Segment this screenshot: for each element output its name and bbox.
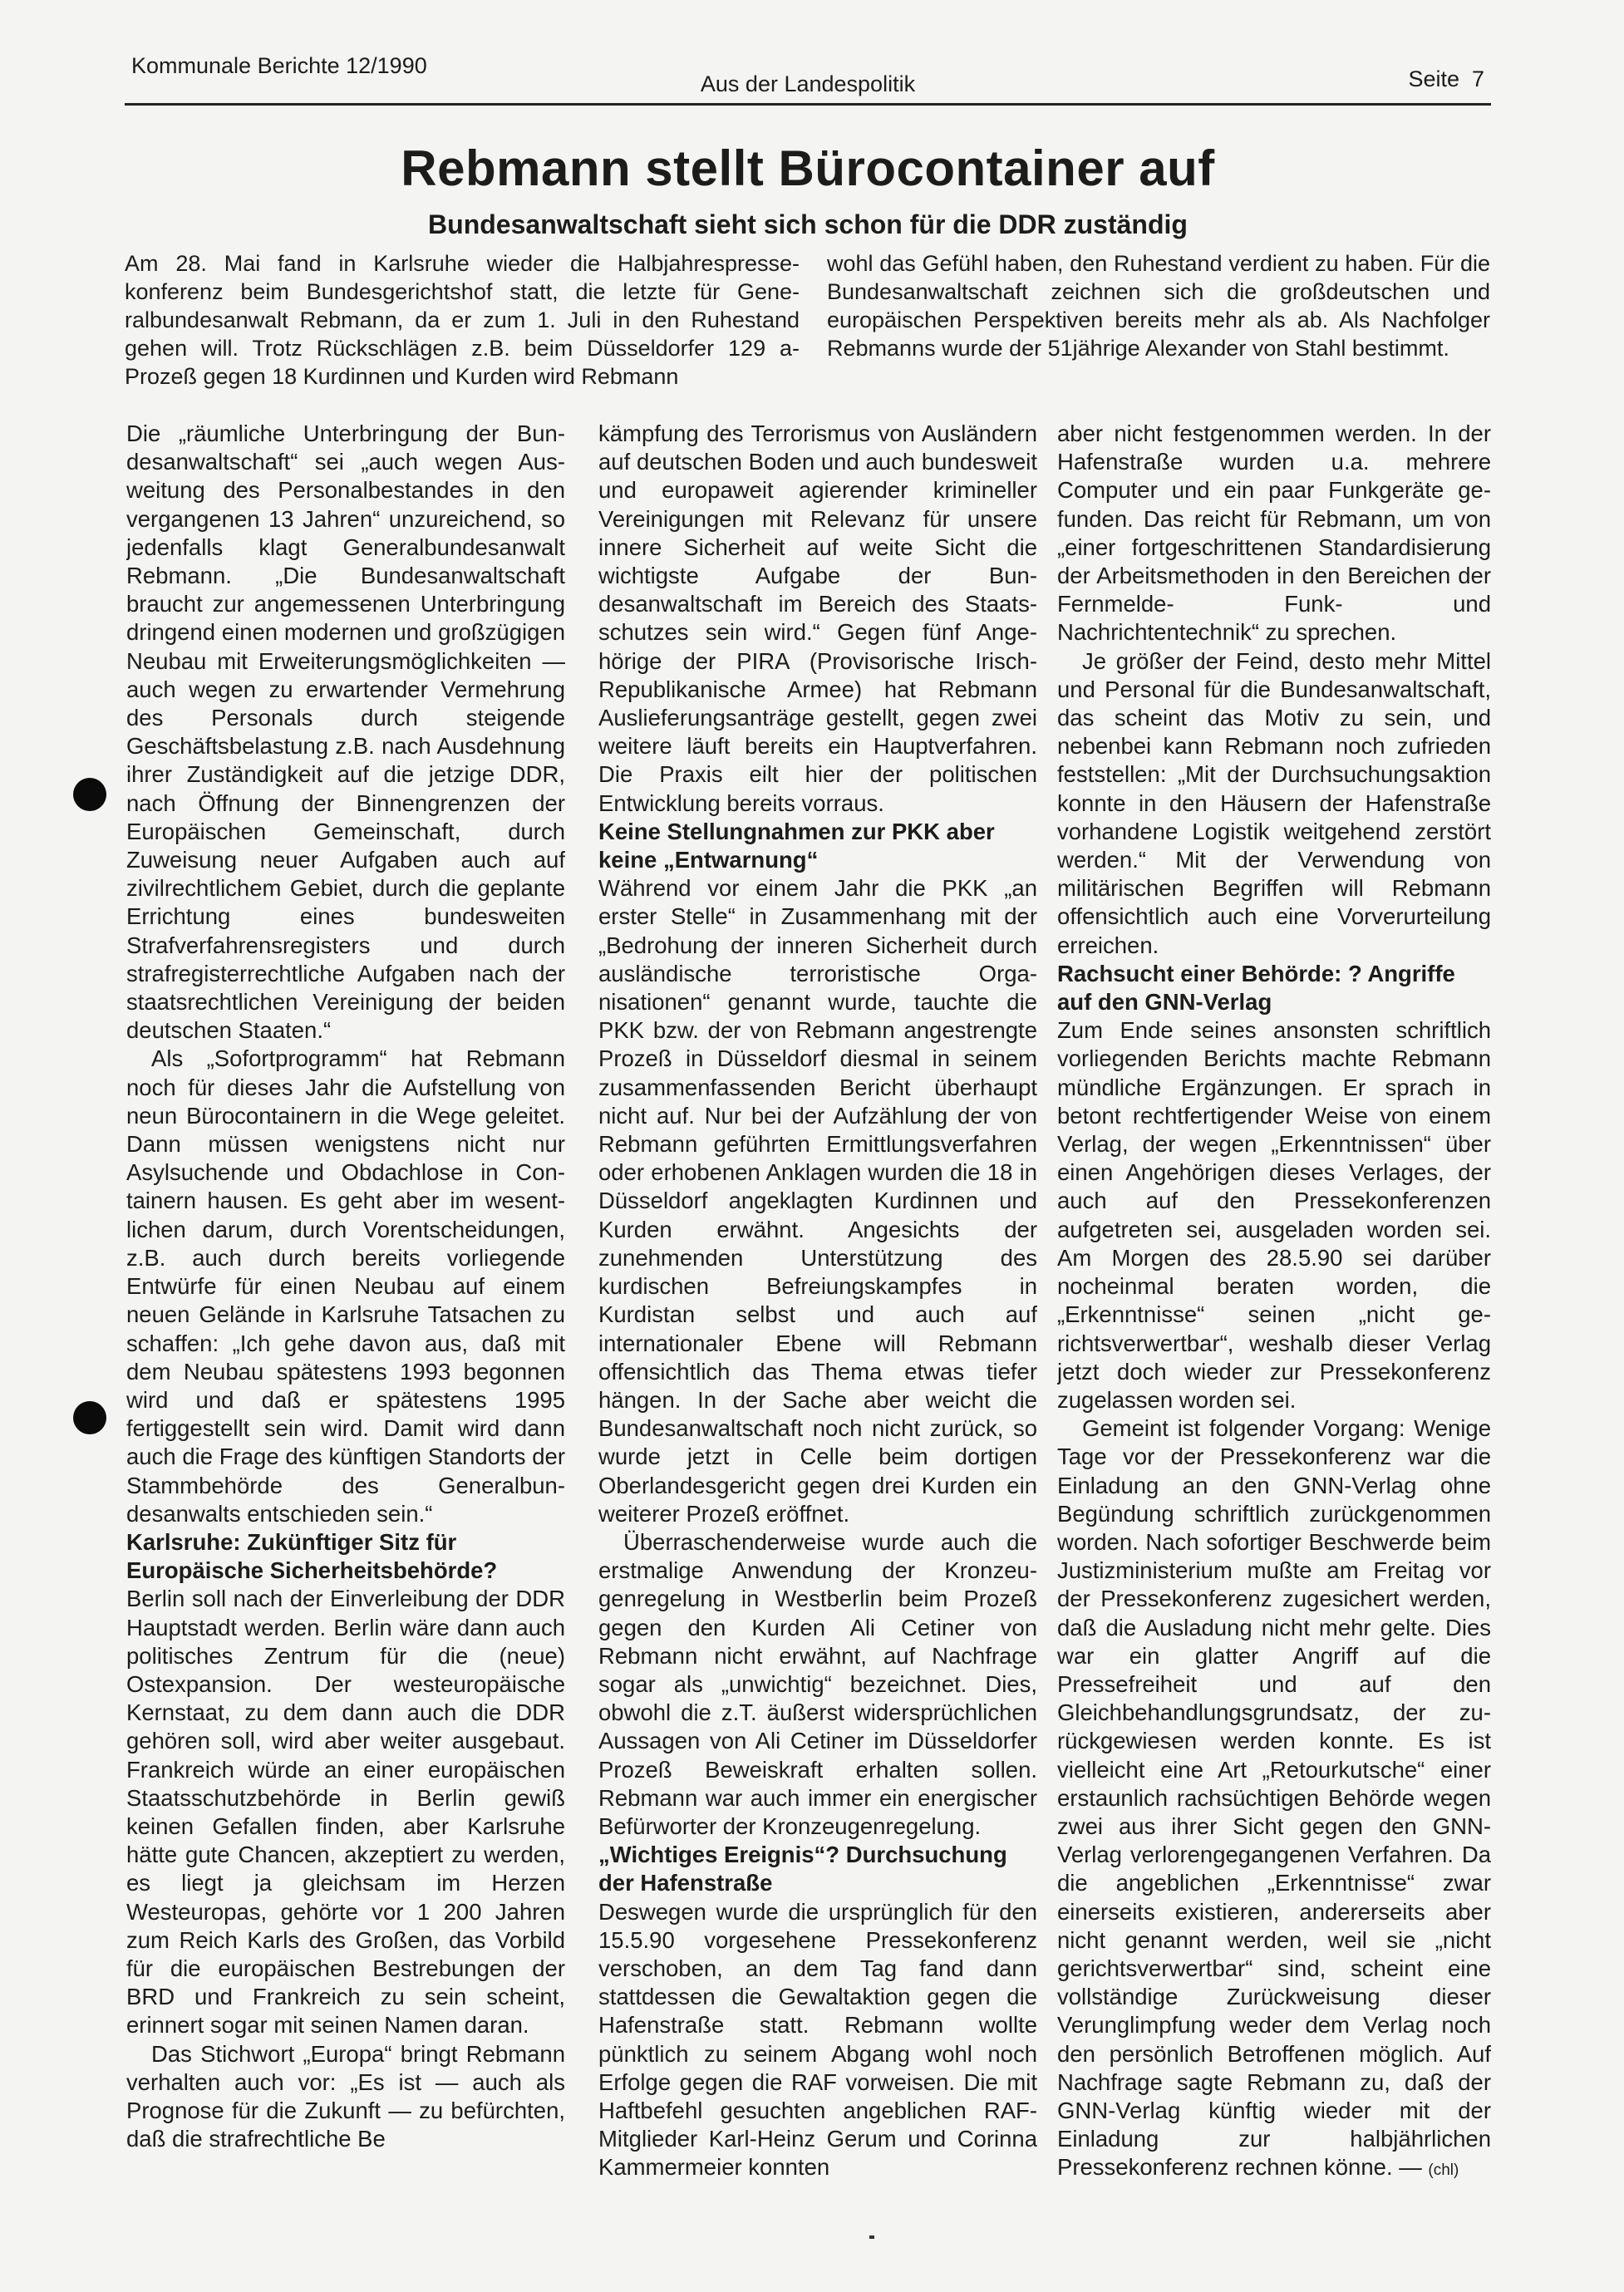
article-subtitle: Bundesanwaltschaft sieht sich schon für die DDR zuständig: [428, 209, 1188, 239]
body-column-1: [126, 420, 565, 2215]
subheading: „Wichtiges Ereignis“? Durchsuchung der Hafenstraße: [598, 1842, 1007, 1896]
body-column-2: [598, 420, 1037, 2215]
punch-hole: [73, 1401, 106, 1434]
article-title: Rebmann stellt Bürocontainer auf: [401, 140, 1215, 196]
paragraph: Deswegen wurde die ursprünglich für den 15.5.90 vorgesehene Pressekonferenz verschoben, an dem Tag fand dann stattdessen die Gewaltaktion gegen die Hafenstraße statt. Rebmann wollte pünktlich zu seinem Abgang wohl noch Erfolge gegen die RAF vorweisen. Die mit Haftbefehl gesuchten angeblichen RAF-Mitglieder Karl-Heinz Gerum und Corinna Kammermeier konnten: [598, 1898, 1037, 2181]
punch-hole: [73, 778, 106, 811]
subheading: Keine Stellungnahmen zur PKK aber keine „Entwarnung“: [598, 818, 995, 873]
paragraph: Das Stichwort „Europa“ bringt Rebmann verhalten auch vor: „Es ist — auch als Prognose für die Zukunft — zu befürchten, daß die strafrechtliche Be: [126, 2040, 565, 2152]
paragraph-text: Gemeint ist folgender Vorgang: Wenige Tage vor der Pressekonferenz war die Einladung an den GNN-Verlag ohne Begündung schriftlich zurückgenommen worden. Nach sofortiger Beschwerde beim Justizministerium mußte am Freitag vor der Pressekonferenz zugesichert werden, daß die Ausladung nicht mehr gelte. Dies war ein glatter Angriff auf die Pressefreiheit und auf den Gleichbehandlungsgrundsatz, der zurückgewiesen werden konnte. Es ist vielleicht eine Art „Retourkutsche“ einer erstaunlich rachsüchtigen Behörde wegen zwei aus ihrer Sicht gegen den GNN-Verlag verlorengegangenen Verfahren. Da die angeblichen „Erkenntnisse“ zwar einerseits existieren, andererseits aber nicht genannt werden, weil sie „nicht gerichtsverwertbar“ sind, scheint eine vollständige Zurückweisung dieser Verunglimpfung weder dem Verlag noch den persönlich Betroffenen möglich. Auf Nachfrage sagte Rebmann zu, daß der GNN-Verlag künftig wieder mit der Einladung zur halbjährlichen Pressekonferenz rechnen könne. —: [1057, 1415, 1491, 2181]
author-signature: (chl): [1428, 2162, 1459, 2180]
paragraph: Während vor einem Jahr die PKK „an erster Stelle“ in Zusammenhang mit der „Bedrohung der inneren Sicherheit durch ausländische terroristische Organisationen“ genannt wurde, tauchte die PKK bzw. der von Rebmann angestrengte Prozeß in Düsseldorf diesmal in seinem zusammenfassenden Bericht überhaupt nicht auf. Nur bei der Aufzählung der von Rebmann geführten Ermittlungsverfahren oder erhobenen Anklagen wurden die 18 in Düsseldorf angeklagten Kurdinnen und Kurden erwähnt. Angesichts der zunehmenden Unterstützung des kurdischen Befreiungskampfes in Kurdistan selbst und auch auf internationaler Ebene will Rebmann offensichtlich das Thema etwas tiefer hängen. In der Sache aber weicht die Bundesanwaltschaft noch nicht zurück, so wurde jetzt in Celle beim dortigen Oberlandesgericht gegen drei Kurden ein weiterer Prozeß eröffnet.: [598, 875, 1037, 1527]
scan-speck: [869, 2235, 874, 2239]
subheading: Karlsruhe: Zukünftiger Sitz für Europäische Sicherheitsbehörde?: [126, 1528, 498, 1584]
lead-paragraph-right: wohl das Gefühl haben, den Ruhestand verdient zu haben. Für die Bundesanwaltschaft zeichnen sich die großdeutschen und europäischen Perspektiven bereits mehr als ab. Als Nachfolger Rebmanns wurde der 51jährige Alexander von Stahl bestimmt.: [827, 251, 1490, 361]
paragraph: kämpfung des Terrorismus von Ausländern auf deutschen Boden und auch bundesweit und europaweit agierender krimineller Vereinigungen mit Relevanz für unsere innere Sicherheit auf weite Sicht die wichtigste Aufgabe der Bundesanwaltschaft im Bereich des Staatsschutzes sein wird.“ Gegen fünf Angehörige der PIRA (Provisorische Irisch-Republikanische Armee) hat Rebmann Auslieferungsanträge gestellt, gegen zwei weitere läuft bereits ein Hauptverfahren. Die Praxis eilt hier der politischen Entwicklung bereits vorraus.: [598, 421, 1037, 816]
paragraph: Je größer der Feind, desto mehr Mittel und Personal für die Bundesanwaltschaft, das scheint das Motiv zu sein, und nebenbei kann Rebmann noch zufrieden feststellen: „Mit der Durchsuchungsaktion konnte in den Häusern der Hafenstraße vorhandene Logistik weitgehend zerstört werden.“ Mit der Verwendung von militärischen Begriffen will Rebmann offensichtlich auch eine Vorverurteilung erreichen.: [1057, 647, 1491, 958]
paragraph: [1057, 1414, 1491, 2185]
page-header: [125, 52, 1491, 100]
header-rule: [125, 103, 1491, 106]
paragraph: Überraschenderweise wurde auch die erstmalige Anwendung der Kronzeugenregelung in Westberlin beim Prozeß gegen den Kurden Ali Cetiner von Rebmann nicht erwähnt, auf Nachfrage sogar als „unwichtig“ bezeichnet. Dies, obwohl die z.T. äußerst widersprüchlichen Aussagen von Ali Cetiner im Düsseldorfer Prozeß Beweiskraft erhalten sollen. Rebmann war auch immer ein energischer Befürworter der Kronzeugenregelung.: [598, 1528, 1037, 1839]
subheading: Rachsucht einer Behörde: ? Angriffe auf den GNN-Verlag: [1057, 960, 1455, 1016]
paragraph: Berlin soll nach der Einverleibung der DDR Hauptstadt werden. Berlin wäre dann auch politisches Zentrum für die (neue) Ostexpansion. Der westeuropäische Kernstaat, zu dem dann auch die DDR gehören soll, wird aber weiter ausgebaut. Frankreich würde an einer europäischen Staatsschutzbehörde in Berlin gewiß keinen Gefallen finden, aber Karlsruhe hätte gute Chancen, akzeptiert zu werden, es liegt ja gleichsam im Herzen Westeuropas, gehörte vor 1 200 Jahren zum Reich Karls des Großen, das Vorbild für die europäischen Bestrebungen der BRD und Frankreich zu sein scheint, erinnert sogar mit seinen Namen daran.: [126, 1586, 565, 2039]
paragraph: aber nicht festgenommen werden. In der Hafenstraße wurden u.a. mehrere Computer und ein paar Funkgeräte gefunden. Das reicht für Rebmann, um von „einer fortgeschrittenen Standardisierung der Arbeitsmethoden in den Bereichen der Fernmelde- Funk- und Nachrichtentechnik“ zu sprechen.: [1057, 421, 1491, 646]
paragraph: Die „räumliche Unterbringung der Bundesanwaltschaft“ sei „auch wegen Ausweitung des Personalbestandes in den vergangenen 13 Jahren“ unzureichend, so jedenfalls klagt Generalbundesanwalt Rebmann. „Die Bundesanwaltschaft braucht zur angemessenen Unterbringung dringend einen modernen und großzügigen Neubau mit Erweiterungsmöglichkeiten — auch wegen zu erwartender Vermehrung des Personals durch steigende Geschäftsbelastung z.B. nach Ausdehnung ihrer Zuständigkeit auf die jetzige DDR, nach Öffnung der Binnengrenzen der Europäischen Gemeinschaft, durch Zuweisung neuer Aufgaben auch auf zivilrechtlichem Gebiet, durch die geplante Errichtung eines bundesweiten Strafverfahrensregisters und durch strafregisterrechtliche Aufgaben nach der staatsrechtlichen Vereinigung der beiden deutschen Staaten.“: [126, 421, 565, 1044]
body-column-3: [1057, 420, 1491, 2215]
section-name: Aus der Landespolitik: [700, 71, 916, 96]
lead-paragraph-left: Am 28. Mai fand in Karlsruhe wieder die Halbjahrespressekonferenz beim Bundesgerichtshof statt, die letzte für Generalbundesanwalt Rebmann, da er zum 1. Juli in den Ruhestand gehen will. Trotz Rückschlägen z.B. beim Düsseldorfer 129 a-Prozeß gegen 18 Kurdinnen und Kurden wird Rebmann: [125, 251, 800, 389]
paragraph: Als „Sofortprogramm“ hat Rebmann noch für dieses Jahr die Aufstellung von neun Bürocontainern in die Wege geleitet. Dann müssen wenigstens nicht nur Asylsuchende und Obdachlose in Containern hausen. Es geht aber im wesentlichen darum, durch Vorentscheidungen, z.B. auch durch bereits vorliegende Entwürfe für einen Neubau auf einem neuen Gelände in Karlsruhe Tatsachen zu schaffen: „Ich gehe davon aus, daß mit dem Neubau spätestens 1993 begonnen wird und daß er spätestens 1995 fertiggestellt sein wird. Damit wird dann auch die Frage des künftigen Standorts der Stammbehörde des Generalbundesanwalts entschieden sein.“: [126, 1045, 565, 1527]
page-number: Seite 7: [1408, 66, 1484, 91]
publication-name: Kommunale Berichte 12/1990: [131, 53, 427, 78]
paragraph: Zum Ende seines ansonsten schriftlich vorliegenden Berichts machte Rebmann mündliche Ergänzungen. Er sprach in betont rechtfertigender Weise von einem Verlag, der wegen „Erkenntnissen“ über einen Angehörigen dieses Verlages, der auch auf den Pressekonferenzen aufgetreten sei, ausgeladen worden sei. Am Morgen des 28.5.90 sei darüber nocheinmal beraten worden, die „Erkenntnisse“ seinen „nicht gerichtsverwertbar“, weshalb dieser Verlag jetzt doch wieder zur Pressekonferenz zugelassen worden sei.: [1057, 1017, 1491, 1413]
